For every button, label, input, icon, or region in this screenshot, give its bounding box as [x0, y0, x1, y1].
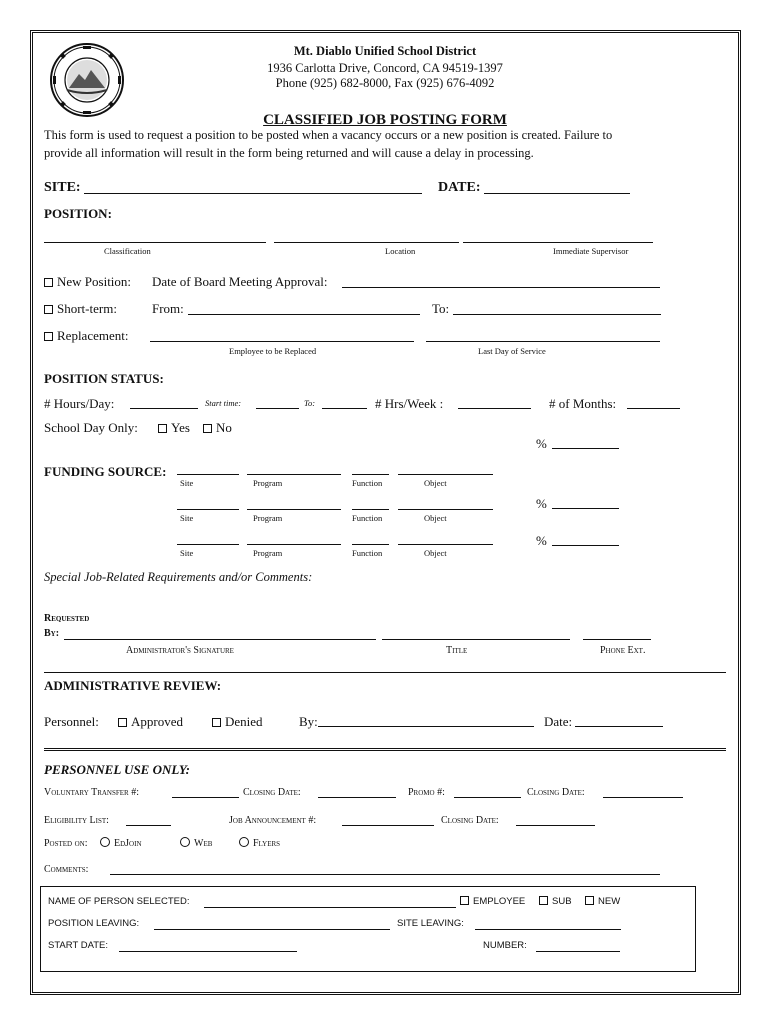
flyers-radio[interactable]	[239, 837, 249, 847]
number-field[interactable]	[536, 951, 620, 952]
approved-checkbox[interactable]	[118, 718, 127, 727]
funding-percent-label: %	[536, 533, 547, 548]
comments-label: Comments:	[44, 864, 89, 875]
flyers-option	[239, 837, 280, 849]
school-day-no	[203, 420, 232, 436]
voluntary-transfer-field[interactable]	[172, 797, 239, 798]
district-name: Mt. Diablo Unified School District	[293, 44, 477, 58]
funding-object-field[interactable]	[398, 509, 493, 510]
job-announcement-label: Job Announcement #:	[229, 815, 317, 826]
divider-1	[44, 672, 726, 673]
date-label: DATE:	[438, 180, 481, 195]
months-field[interactable]	[627, 408, 680, 409]
site-leaving-field[interactable]	[475, 929, 621, 930]
closing-date-label-3: Closing Date:	[441, 815, 499, 826]
promo-label: Promo #:	[408, 787, 445, 798]
funding-site-field[interactable]	[177, 474, 239, 475]
new-checkbox[interactable]	[585, 896, 594, 905]
funding-percent-field[interactable]	[552, 508, 619, 509]
employee-checkbox[interactable]	[460, 896, 469, 905]
yes-label: Yes	[171, 420, 190, 435]
edjoin-radio[interactable]	[100, 837, 110, 847]
no-label: No	[216, 420, 232, 435]
yes-checkbox[interactable]	[158, 424, 167, 433]
eligibility-label: Eligibility List:	[44, 815, 109, 826]
district-phone: Phone (925) 682-8000, Fax (925) 676-4092	[275, 76, 495, 90]
requested-label: Requested	[44, 613, 90, 624]
funding-program-field[interactable]	[247, 474, 341, 475]
employee-replaced-field[interactable]	[150, 341, 414, 342]
board-approval-field[interactable]	[342, 287, 660, 288]
from-field[interactable]	[188, 314, 420, 315]
site-label: SITE:	[44, 180, 81, 195]
funding-object-field[interactable]	[398, 544, 493, 545]
review-by-label: By:	[299, 714, 318, 729]
funding-site-caption: Site	[180, 548, 194, 558]
funding-object-caption: Object	[424, 513, 447, 523]
job-announcement-field[interactable]	[342, 825, 434, 826]
closing-date-field-2[interactable]	[603, 797, 683, 798]
last-day-field[interactable]	[426, 341, 660, 342]
phone-ext-field[interactable]	[583, 639, 651, 640]
closing-date-field-1[interactable]	[318, 797, 396, 798]
form-title: CLASSIFIED JOB POSTING FORM	[263, 112, 507, 128]
location-caption: Location	[385, 246, 416, 256]
location-field[interactable]	[274, 242, 459, 243]
page-border	[30, 30, 741, 995]
short-term-label: Short-term:	[57, 301, 117, 316]
start-date-field[interactable]	[119, 951, 297, 952]
end-time-field[interactable]	[322, 408, 367, 409]
number-label: NUMBER:	[483, 940, 527, 951]
flyers-label: Flyers	[253, 838, 281, 849]
employee-replaced-caption: Employee to be Replaced	[229, 346, 317, 356]
funding-program-caption: Program	[253, 513, 283, 523]
to-label: To:	[432, 301, 450, 316]
intro-line-1: This form is used to request a position to be posted when a vacancy occurs or a new position is created. Failure to	[44, 128, 613, 142]
replacement-row	[44, 328, 128, 344]
start-time-field[interactable]	[256, 408, 299, 409]
start-time-label: Start time:	[205, 398, 242, 408]
funding-program-caption: Program	[253, 548, 283, 558]
site-leaving-label: SITE LEAVING:	[397, 918, 464, 929]
promo-field[interactable]	[454, 797, 521, 798]
phone-caption: Phone Ext.	[600, 645, 646, 656]
funding-percent-field[interactable]	[552, 448, 619, 449]
site-field[interactable]	[84, 193, 422, 194]
sub-checkbox[interactable]	[539, 896, 548, 905]
admin-review-title: ADMINISTRATIVE REVIEW:	[44, 678, 222, 693]
position-leaving-field[interactable]	[154, 929, 390, 930]
short-term-row	[44, 301, 117, 317]
funding-percent-field[interactable]	[552, 545, 619, 546]
intro-line-2: provide all information will result in the form being returned and will cause a delay in processing.	[44, 146, 534, 160]
new-position-label: New Position:	[57, 274, 132, 289]
name-selected-label: NAME OF PERSON SELECTED:	[48, 896, 190, 907]
start-date-label: START DATE:	[48, 940, 109, 951]
school-day-yes	[158, 420, 190, 436]
date-field[interactable]	[484, 193, 630, 194]
funding-function-field[interactable]	[352, 509, 389, 510]
funding-function-caption: Function	[352, 548, 383, 558]
employee-label: EMPLOYEE	[473, 896, 526, 907]
title-field[interactable]	[382, 639, 570, 640]
new-position-checkbox[interactable]	[44, 278, 53, 287]
special-requirements-label: Special Job-Related Requirements and/or Comments:	[44, 570, 313, 584]
denied-option	[212, 714, 263, 730]
edjoin-label: EdJoin	[114, 838, 142, 849]
months-label: # of Months:	[549, 396, 617, 411]
new-option	[585, 896, 620, 907]
end-time-label: To:	[304, 398, 316, 408]
position-leaving-label: POSITION LEAVING:	[48, 918, 140, 929]
posted-on-label: Posted on:	[44, 838, 88, 849]
review-by-field[interactable]	[318, 726, 534, 727]
hrs-week-label: # Hrs/Week :	[375, 396, 444, 411]
personnel-label: Personnel:	[44, 714, 99, 729]
funding-title: FUNDING SOURCE:	[44, 464, 167, 479]
divider-2	[44, 748, 726, 751]
hrs-week-field[interactable]	[458, 408, 531, 409]
web-label: Web	[194, 838, 213, 849]
funding-program-field[interactable]	[247, 509, 341, 510]
funding-object-field[interactable]	[398, 474, 493, 475]
funding-program-caption: Program	[253, 478, 283, 488]
from-label: From:	[152, 301, 184, 316]
signature-caption: Administrator's Signature	[126, 645, 234, 656]
funding-site-caption: Site	[180, 513, 194, 523]
funding-object-caption: Object	[424, 548, 447, 558]
review-date-field[interactable]	[575, 726, 663, 727]
funding-object-caption: Object	[424, 478, 447, 488]
position-label: POSITION:	[44, 206, 112, 221]
funding-percent-label: %	[536, 436, 547, 451]
denied-checkbox[interactable]	[212, 718, 221, 727]
to-field[interactable]	[453, 314, 661, 315]
new-label: NEW	[598, 896, 621, 907]
funding-function-caption: Function	[352, 513, 383, 523]
employee-option	[460, 896, 525, 907]
district-address: 1936 Carlotta Drive, Concord, CA 94519-1397	[267, 61, 503, 75]
hours-day-field[interactable]	[130, 408, 198, 409]
personnel-use-title: PERSONNEL USE ONLY:	[44, 762, 190, 777]
last-day-caption: Last Day of Service	[478, 346, 546, 356]
replacement-label: Replacement:	[57, 328, 129, 343]
hours-day-label: # Hours/Day:	[44, 396, 115, 411]
supervisor-field[interactable]	[463, 242, 653, 243]
short-term-checkbox[interactable]	[44, 305, 53, 314]
board-approval-label: Date of Board Meeting Approval:	[152, 274, 328, 289]
approved-option	[118, 714, 183, 730]
sub-label: SUB	[552, 896, 572, 907]
web-radio[interactable]	[180, 837, 190, 847]
denied-label: Denied	[225, 714, 263, 729]
funding-percent-label: %	[536, 496, 547, 511]
new-position-row	[44, 274, 131, 290]
sub-option	[539, 896, 572, 907]
closing-date-label-2: Closing Date:	[527, 787, 585, 798]
classification-caption: Classification	[104, 246, 151, 256]
funding-program-field[interactable]	[247, 544, 341, 545]
funding-function-field[interactable]	[352, 474, 389, 475]
voluntary-transfer-label: Voluntary Transfer #:	[44, 787, 139, 798]
position-status-title: POSITION STATUS:	[44, 371, 164, 386]
admin-signature-field[interactable]	[64, 639, 376, 640]
funding-site-caption: Site	[180, 478, 194, 488]
school-day-label: School Day Only:	[44, 420, 138, 435]
closing-date-label-1: Closing Date:	[243, 787, 301, 798]
approved-label: Approved	[131, 714, 183, 729]
classification-field[interactable]	[44, 242, 266, 243]
supervisor-caption: Immediate Supervisor	[553, 246, 629, 256]
eligibility-field[interactable]	[126, 825, 171, 826]
closing-date-field-3[interactable]	[516, 825, 595, 826]
comments-field[interactable]	[110, 874, 660, 875]
by-label: By:	[44, 628, 60, 639]
name-selected-field[interactable]	[204, 907, 456, 908]
no-checkbox[interactable]	[203, 424, 212, 433]
edjoin-option	[100, 837, 142, 849]
review-date-label: Date:	[544, 714, 573, 729]
funding-function-field[interactable]	[352, 544, 389, 545]
title-caption: Title	[446, 645, 468, 656]
funding-site-field[interactable]	[177, 509, 239, 510]
replacement-checkbox[interactable]	[44, 332, 53, 341]
funding-site-field[interactable]	[177, 544, 239, 545]
web-option	[180, 837, 212, 849]
funding-function-caption: Function	[352, 478, 383, 488]
